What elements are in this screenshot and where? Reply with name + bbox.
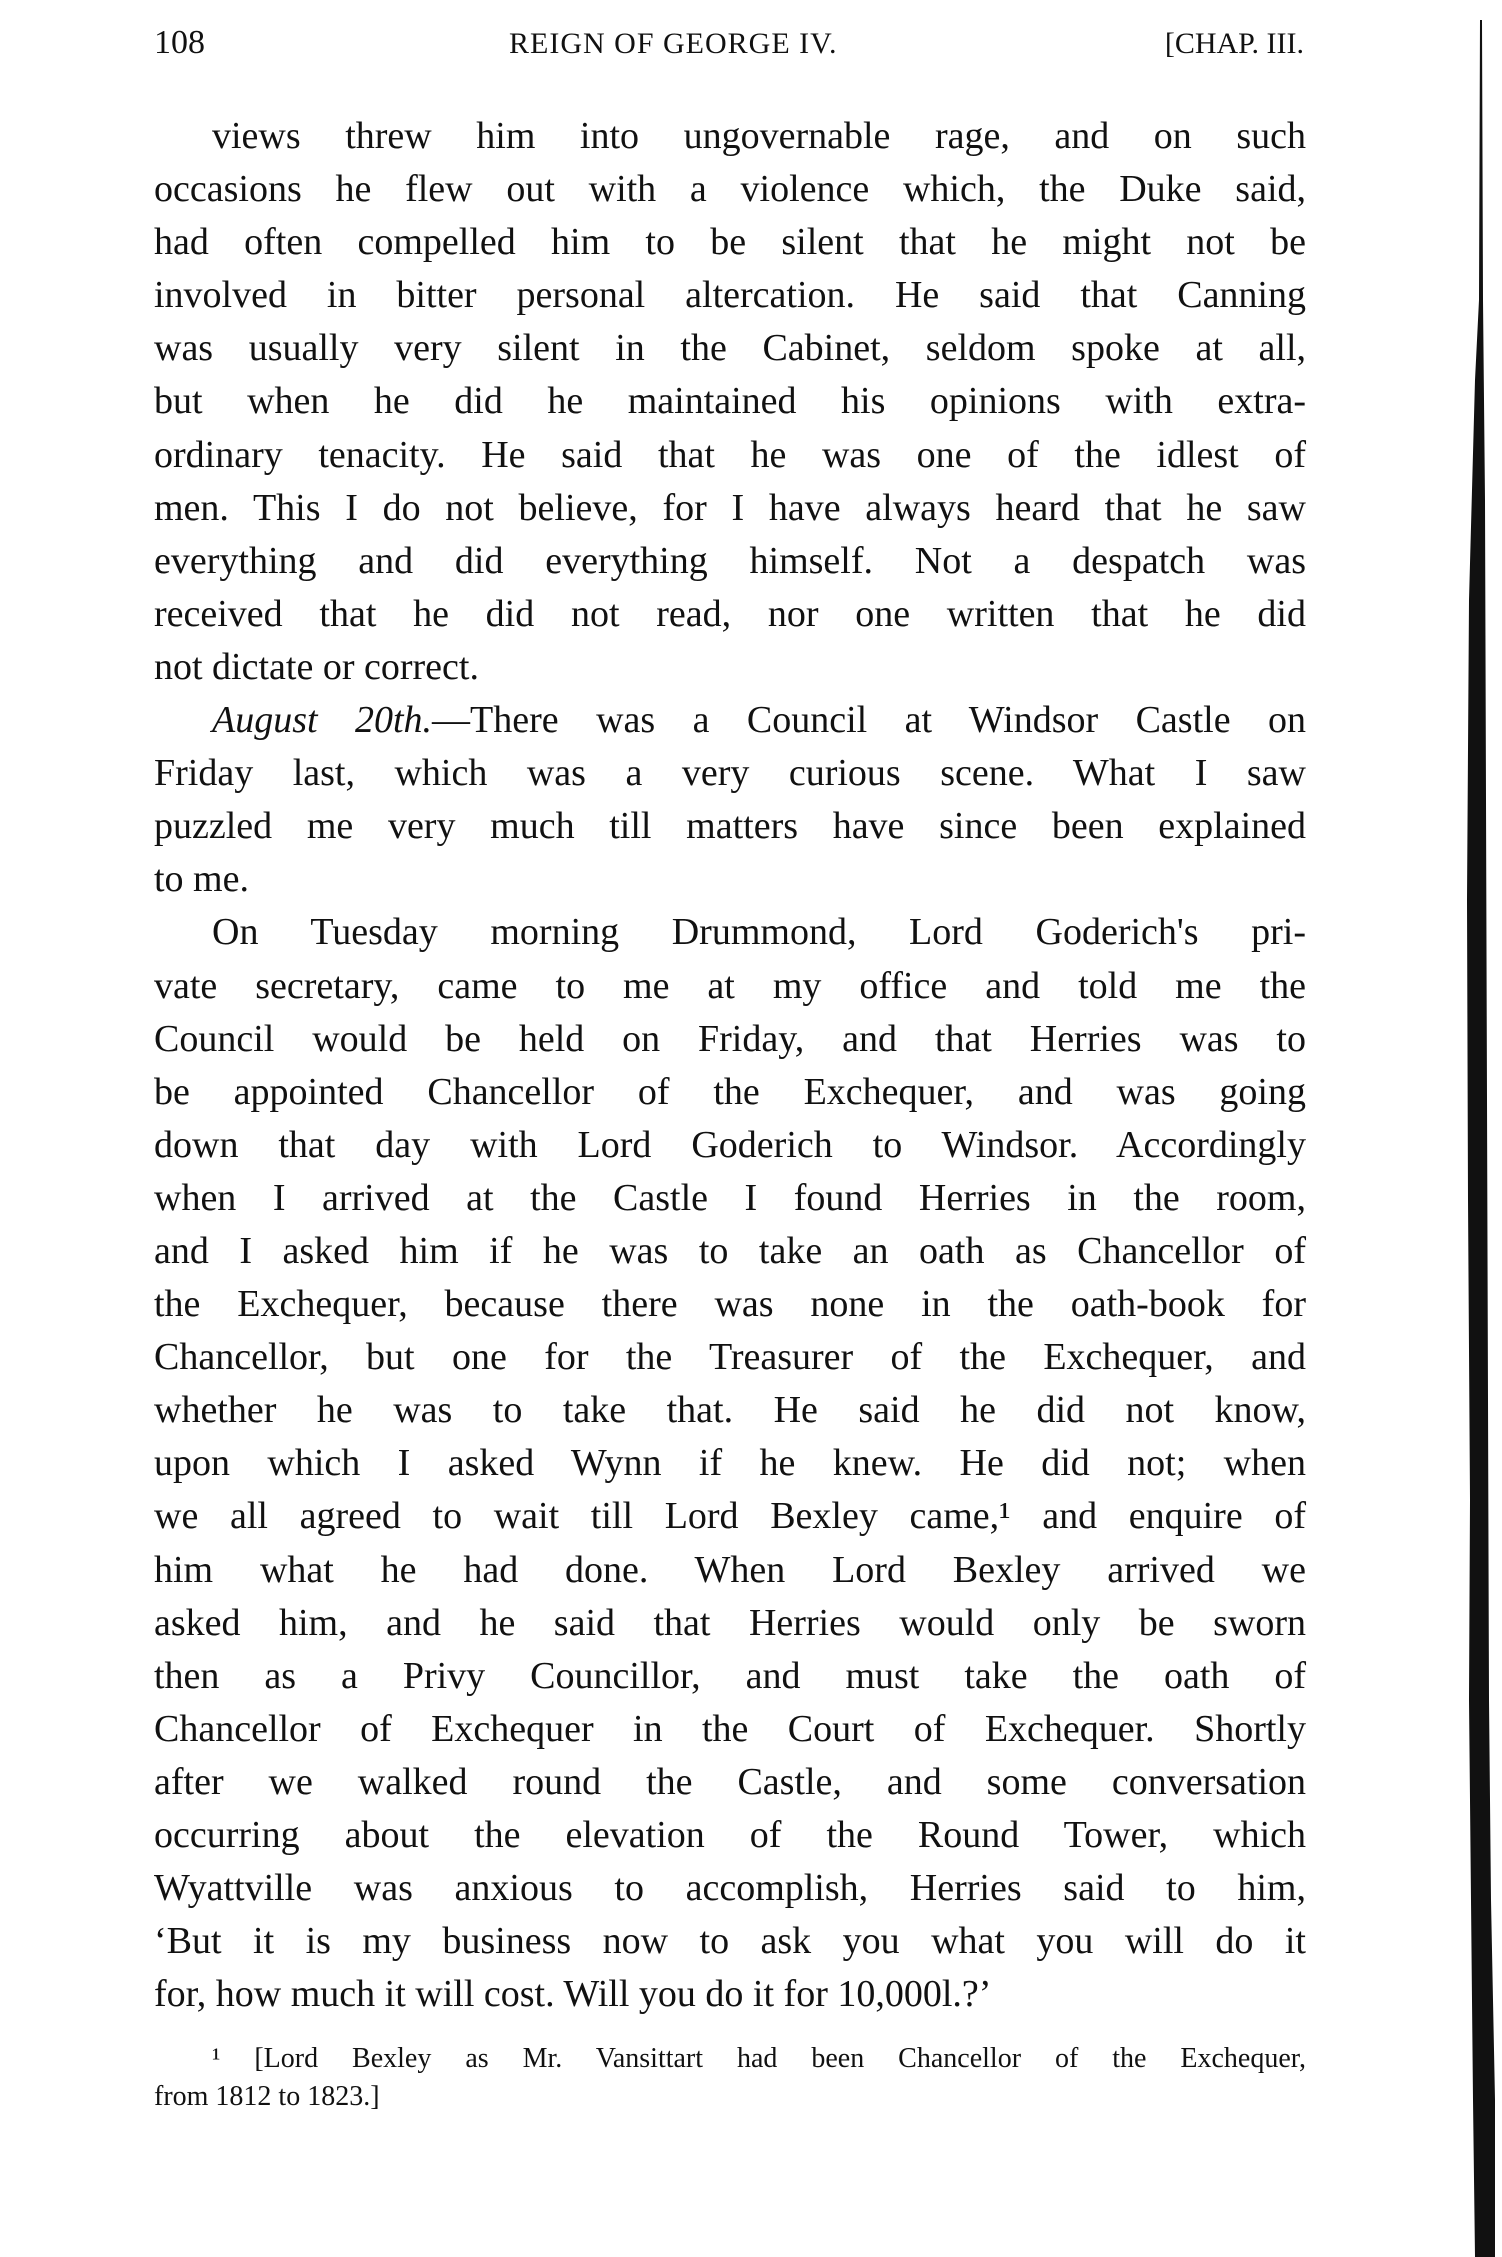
line-text: puzzled me very much till matters have since been explained [154,805,1306,848]
text-line [154,800,1306,853]
text-line [154,163,1306,216]
line-text: Friday last, which was a very curious scene. What I saw [154,752,1306,795]
text-line [154,1225,1306,1278]
text-line [154,853,1306,906]
line-text: to me. [154,858,249,901]
text-line [154,1437,1306,1490]
body-text [154,110,1306,2021]
line-text: whether he was to take that. He said he did not know, [154,1389,1306,1432]
line-text: —There was a Council at Windsor Castle on [432,699,1306,742]
line-text: received that he did not read, nor one written that he did [154,592,1306,635]
line-text: ‘But it is my business now to ask you what you will do it [154,1920,1306,1963]
running-title: REIGN OF GEORGE IV. [509,27,838,60]
line-text: vate secretary, came to me at my office and told me the [154,964,1306,1007]
text-line [154,1544,1306,1597]
text-line [154,322,1306,375]
line-text: after we walked round the Castle, and some conversation [154,1760,1306,1803]
line-text: asked him, and he said that Herries would only be sworn [154,1601,1306,1644]
text-line [154,429,1306,482]
line-text: we all agreed to wait till Lord Bexley came,¹ and enquire of [154,1495,1306,1538]
text-line [154,1172,1306,1225]
text-line [154,1066,1306,1119]
text-line [154,482,1306,535]
line-text: ordinary tenacity. He said that he was one of the idlest of [154,433,1306,476]
text-line [154,588,1306,641]
line-text: involved in bitter personal altercation. He said that Canning [154,274,1306,317]
date-lead: August 20th. [212,699,433,742]
text-line [154,747,1306,800]
text-line [154,375,1306,428]
text-line [154,269,1306,322]
running-header [154,24,1304,72]
page-edge-shadow [1455,0,1502,2257]
footnote-line: ¹ [Lord Bexley as Mr. Vansittart had been Chancellor of the Exchequer, [212,2043,1306,2074]
footnote [154,2040,1306,2116]
text-line [154,641,1306,694]
text-line [154,906,1306,959]
line-text: views threw him into ungovernable rage, and on such [212,115,1306,157]
text-line [154,216,1306,269]
page-number: 108 [154,24,205,61]
text-line [154,960,1306,1013]
text-line [154,694,1306,747]
line-text: was usually very silent in the Cabinet, seldom spoke at all, [154,327,1306,370]
line-text: down that day with Lord Goderich to Windsor. Accordingly [154,1123,1306,1166]
text-line [154,1278,1306,1331]
text-line [154,1756,1306,1809]
chapter-label: [CHAP. III. [1164,27,1304,60]
line-text: Council would be held on Friday, and that Herries was to [154,1017,1306,1060]
line-text: Wyattville was anxious to accomplish, Herries said to him, [154,1867,1306,1910]
line-text: Chancellor of Exchequer in the Court of Exchequer. Shortly [154,1707,1306,1750]
line-text: occurring about the elevation of the Round Tower, which [154,1814,1306,1856]
text-line [154,1809,1306,1862]
line-text: upon which I asked Wynn if he knew. He did not; when [154,1442,1306,1485]
line-text: for, how much it will cost. Will you do it for 10,000l.?’ [154,1973,992,2016]
text-line [154,535,1306,588]
text-line [154,1915,1306,1968]
text-line [154,1331,1306,1384]
line-text: On Tuesday morning Drummond, Lord Goderich's pri- [212,911,1306,954]
text-line [154,1968,1306,2021]
line-text: the Exchequer, because there was none in the oath-book for [154,1283,1306,1326]
text-line [154,1384,1306,1437]
line-text: everything and did everything himself. Not a despatch was [154,539,1306,582]
line-text: had often compelled him to be silent that he might not be [154,221,1306,264]
text-line [154,1862,1306,1915]
line-text: not dictate or correct. [154,645,479,688]
text-line [154,1650,1306,1703]
line-text: men. This I do not believe, for I have always heard that he saw [154,486,1306,529]
line-text: and I asked him if he was to take an oath as Chancellor of [154,1229,1306,1272]
line-text: him what he had done. When Lord Bexley arrived we [154,1548,1306,1591]
line-text: when I arrived at the Castle I found Herries in the room, [154,1176,1306,1219]
line-text: Chancellor, but one for the Treasurer of the Exchequer, and [154,1336,1306,1379]
footnote-line: from 1812 to 1823.] [154,2081,380,2112]
text-line [154,1597,1306,1650]
text-line [154,1703,1306,1756]
text-line [154,1013,1306,1066]
line-text: then as a Privy Councillor, and must take the oath of [154,1654,1306,1697]
text-line [154,1119,1306,1172]
text-line [154,110,1306,163]
line-text: be appointed Chancellor of the Exchequer, and was going [154,1070,1306,1113]
text-line [154,1490,1306,1543]
line-text: occasions he flew out with a violence which, the Duke said, [154,168,1306,211]
line-text: but when he did he maintained his opinions with extra- [154,380,1306,423]
